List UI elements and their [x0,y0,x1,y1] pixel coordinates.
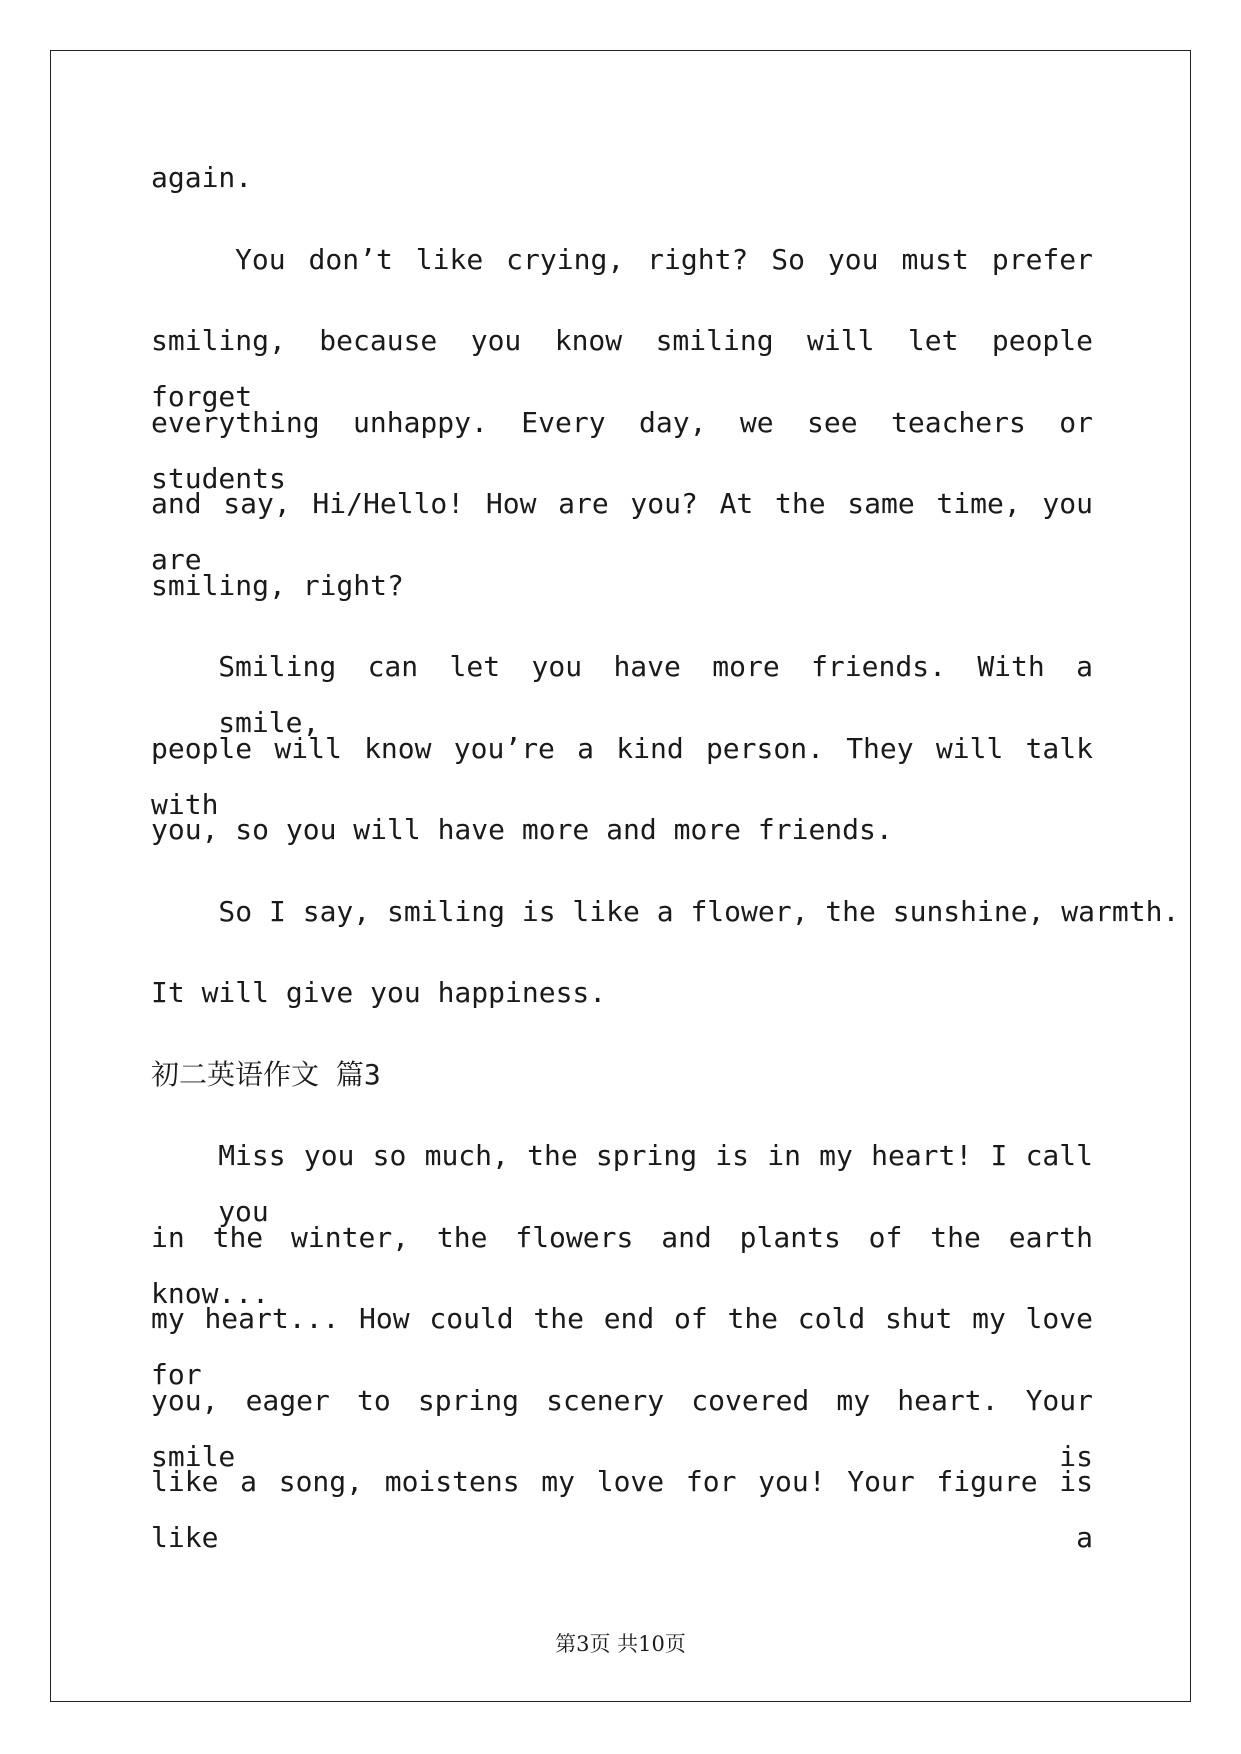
text-line: you, eager to spring scenery covered my heart. Your smile is [151,1383,1093,1473]
text-line: You don’t like crying, right? So you must prefer [235,242,1093,276]
text-line: again. [151,161,253,194]
text-line: So I say, smiling is like a flower, the sunshine, warmth. [151,894,1180,928]
text-line: in the winter, the flowers and plants of the earth know... [151,1220,1093,1310]
text-line: and say, Hi/Hello! How are you? At the same time, you are [151,487,1093,576]
text-line: my heart... How could the end of the cold shut my love for [151,1302,1093,1391]
text-line: people will know you’re a kind person. They will talk with [151,731,1093,821]
text-line: you, so you will have more and more friends. [151,813,893,846]
text-line: smiling, because you know smiling will let people forget [151,324,1093,413]
page-content [151,150,1180,1554]
text-line: Smiling can let you have more friends. With a smile, [218,650,1093,739]
text-line: smiling, right? [151,568,404,602]
text-line: everything unhappy. Every day, we see teachers or students [151,405,1093,495]
section-heading: 初二英语作文 篇3 [151,1057,381,1091]
text-line: It will give you happiness. [151,976,607,1009]
page-footer: 第3页 共10页 [555,1632,686,1656]
text-line: Miss you so much, the spring is in my heart! I call you [218,1139,1093,1228]
text-line: like a song, moistens my love for you! Your figure is like a [151,1465,1093,1554]
